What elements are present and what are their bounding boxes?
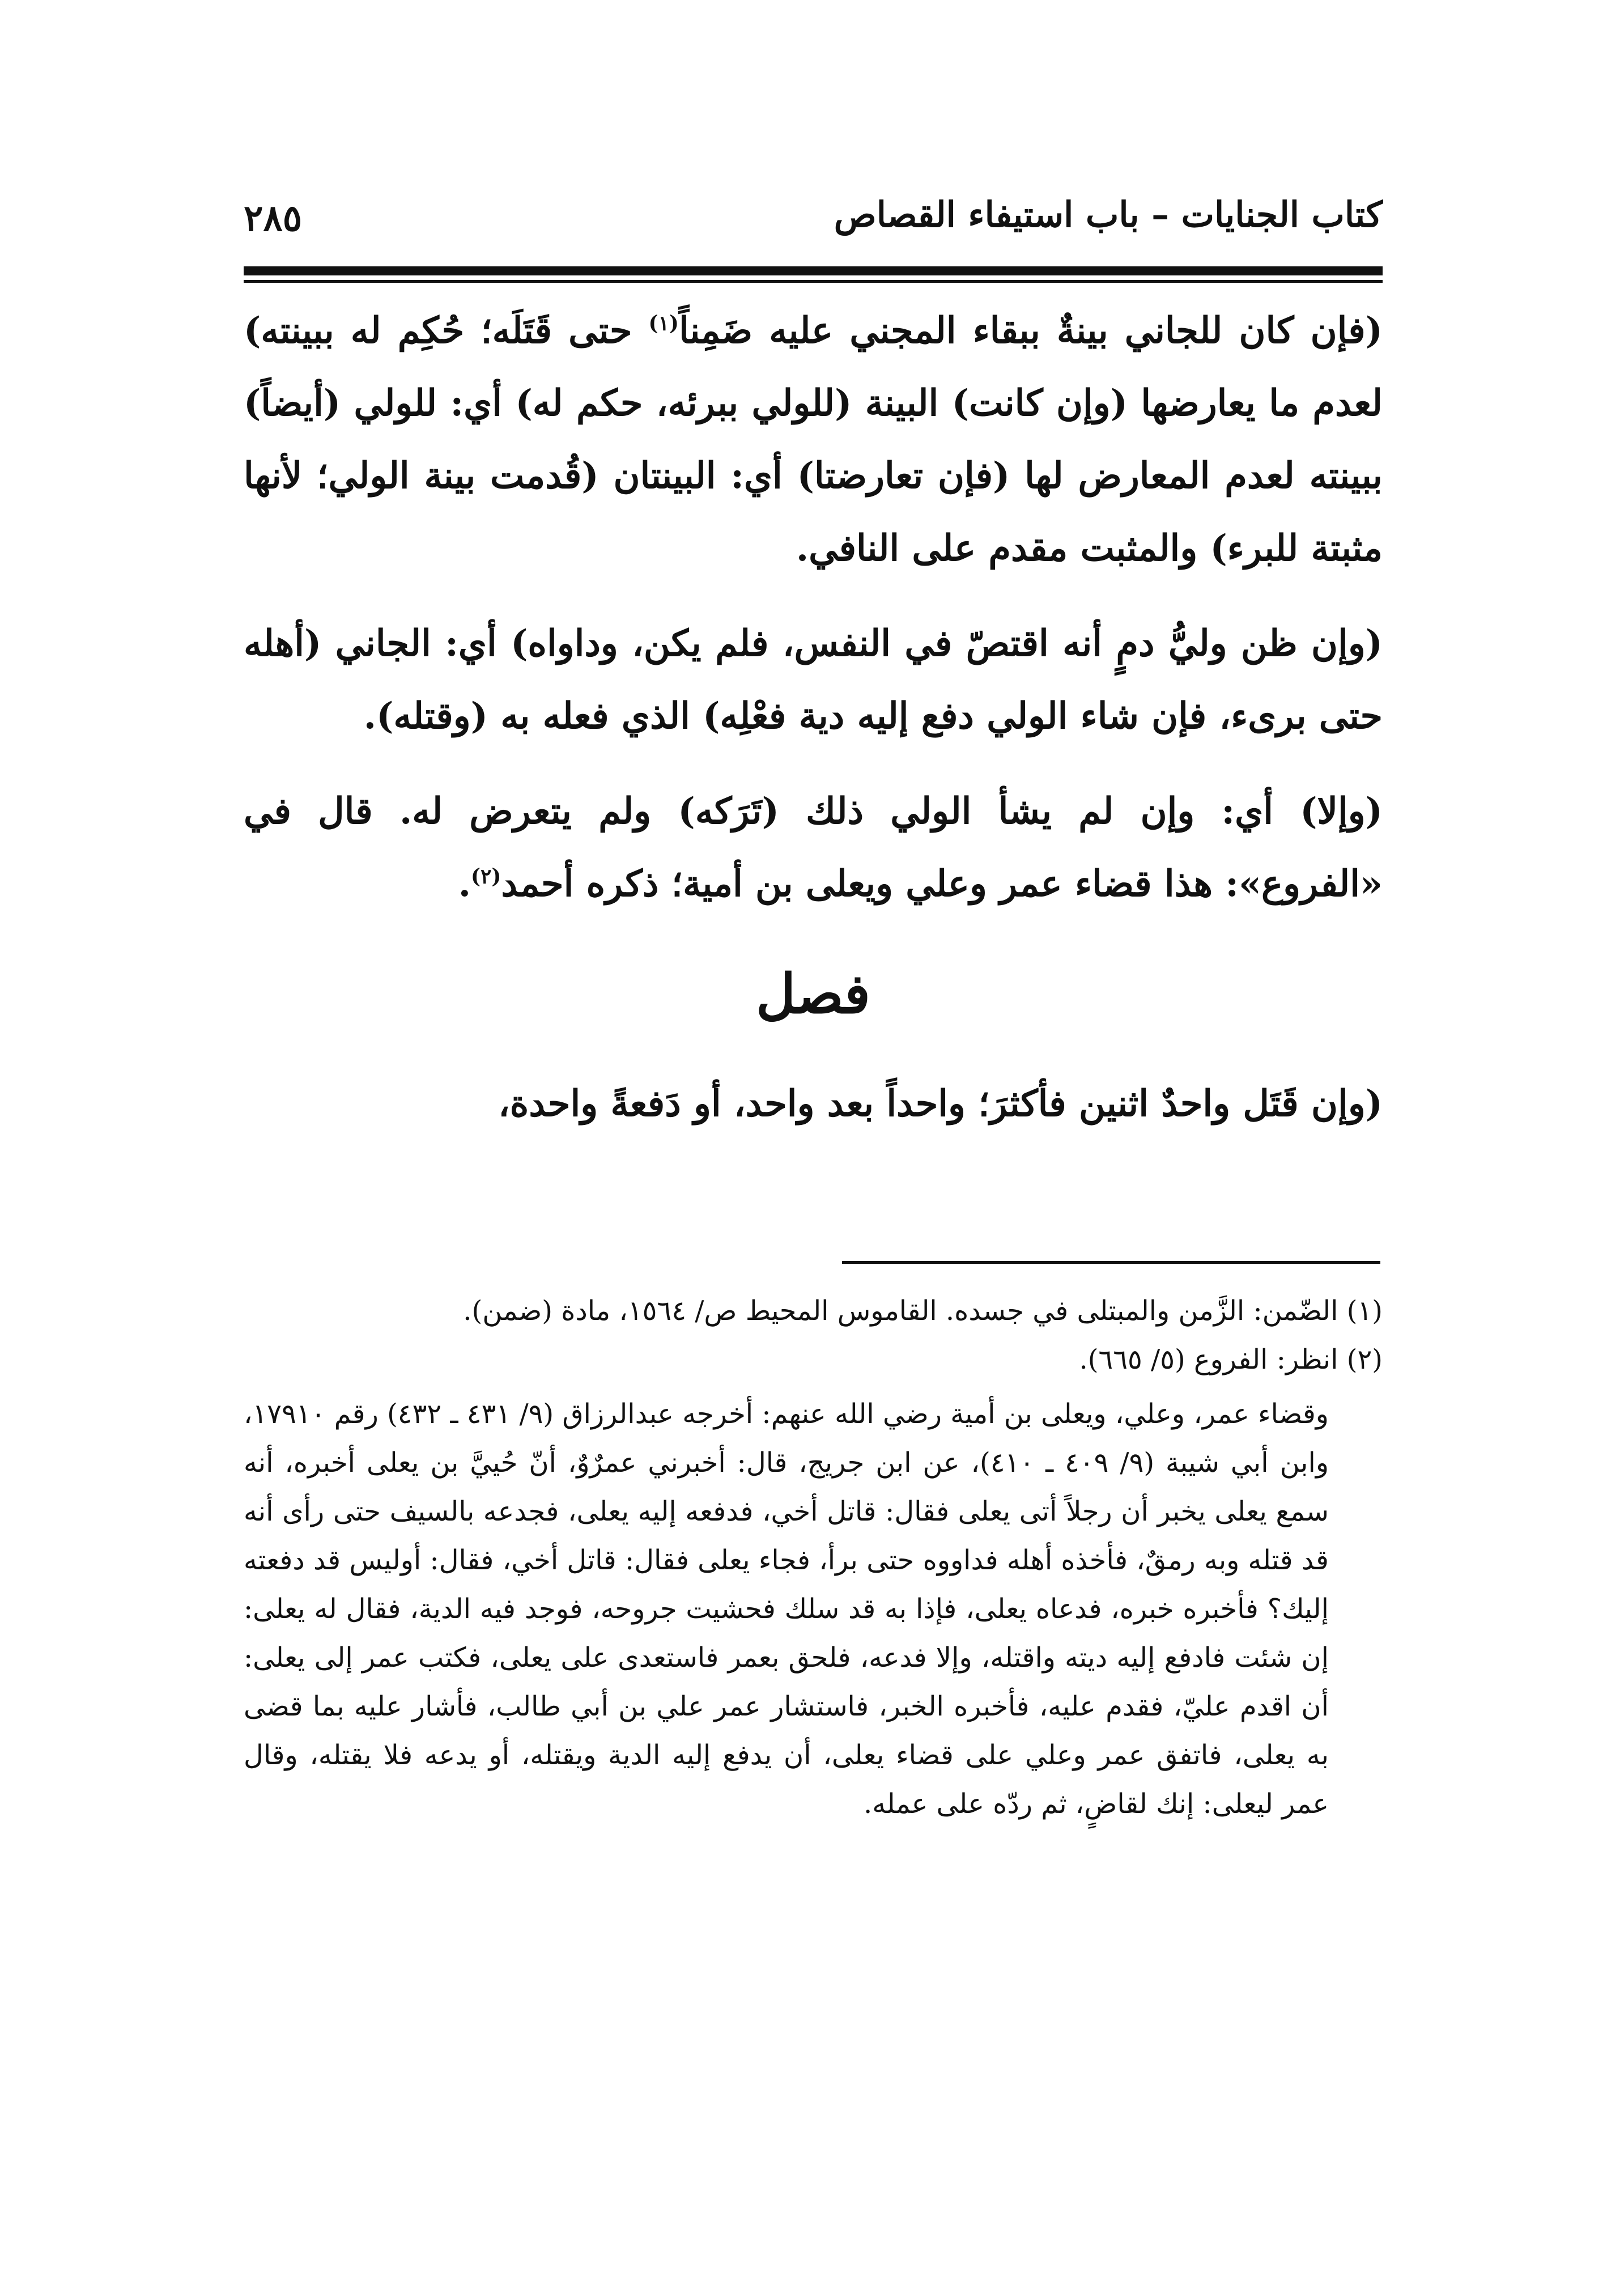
header-rule-thick: [244, 266, 1383, 275]
footnote-ref-2: (٢): [470, 864, 501, 889]
page-number: ٢٨٥: [244, 197, 303, 240]
paragraph-1: [244, 295, 1383, 585]
running-title: كتاب الجنايات – باب استيفاء القصاص: [834, 194, 1383, 235]
paragraph-3: [244, 775, 1383, 920]
paragraph-2: (وإن ظن وليُّ دمٍ أنه اقتصّ في النفس، فلم يكن، وداواه) أي: الجاني (أهله حتى برىء، فإن شاء الولي دفع إليه دية فعْلِه) الذي فعله به (وقتله).: [244, 622, 1383, 737]
header-rule-thin: [244, 280, 1383, 283]
paragraph-1-rest: حتى قَتَلَه؛ حُكِم له ببينته) لعدم ما يعارضها (وإن كانت) البينة (للولي ببرئه، حكم له) أي: للولي (أيضاً) ببينته لعدم المعارض لها (فإن تعارضتا) أي: البينتان (قُدمت بينة الولي؛ لأنها مثبتة للبرء) والمثبت مقدم على النافي.: [244, 309, 1383, 570]
footnote-separator: [842, 1261, 1380, 1264]
section-title: فصل: [756, 962, 870, 1026]
paragraph-1-start: (فإن كان للجاني بينةٌ ببقاء المجني عليه ضَمِناً: [678, 309, 1383, 352]
footnote-ref-1: (١): [648, 311, 679, 336]
footnote-1: (١) الضّمن: الزَّمن والمبتلى في جسده. القاموس المحيط ص/ ١٥٦٤، مادة (ضمن).: [463, 1295, 1383, 1327]
main-text: [244, 295, 1383, 1163]
paragraph-4: (وإن قَتَل واحدٌ اثنين فأكثرَ؛ واحداً بعد واحد، أو دَفعةً واحدة،: [498, 1082, 1383, 1125]
footnote-2-body: وقضاء عمر، وعلي، ويعلى بن أمية رضي الله عنهم: أخرجه عبدالرزاق (٩/ ٤٣١ ـ ٤٣٢) رقم ١٧٩١٠، وابن أبي شيبة (٩/ ٤٠٩ ـ ٤١٠)، عن ابن جريج، قال: أخبرني عمرٌوٌ، أنّ حُييَّ بن يعلى أخبره، أنه سمع يعلى يخبر أن رجلاً أتى يعلى فقال: قاتل أخي، فدفعه إليه يعلى، فجدعه بالسيف حتى رأى أنه قد قتله وبه رمقٌ، فأخذه أهله فداووه حتى برأ، فجاء يعلى فقال: قاتل أخي، فقال: أوليس قد دفعته إليك؟ فأخبره خبره، فدعاه يعلى، فإذا به قد سلك فحشيت جروحه، فوجد فيه الدية، فقال له يعلى: إن شئت فادفع إليه ديته واقتله، وإلا فدعه، فلحق بعمر فاستعدى على يعلى، فكتب عمر إلى يعلى: أن اقدم عليّ، فقدم عليه، فأخبره الخبر، فاستشار عمر علي بن أبي طالب، فأشار عليه بما قضى به يعلى، فاتفق عمر وعلي على قضاء يعلى، أن يدفع إليه الدية ويقتله، أو يدعه فلا يقتله، وقال عمر ليعلى: إنك لقاضٍ، ثم ردّه على عمله.: [244, 1398, 1329, 1820]
paragraph-3-start: (وإلا) أي: وإن لم يشأ الولي ذلك (تَرَكه) ولم يتعرض له. قال في «الفروع»: هذا قضاء عمر وعلي ويعلى بن أمية؛ ذكره أحمد: [244, 790, 1383, 905]
paragraph-3-end: .: [458, 863, 471, 905]
footnotes: [244, 1286, 1383, 1828]
page-header: [244, 187, 1383, 249]
footnote-2: (٢) انظر: الفروع (٥/ ٦٦٥).: [1079, 1344, 1383, 1375]
